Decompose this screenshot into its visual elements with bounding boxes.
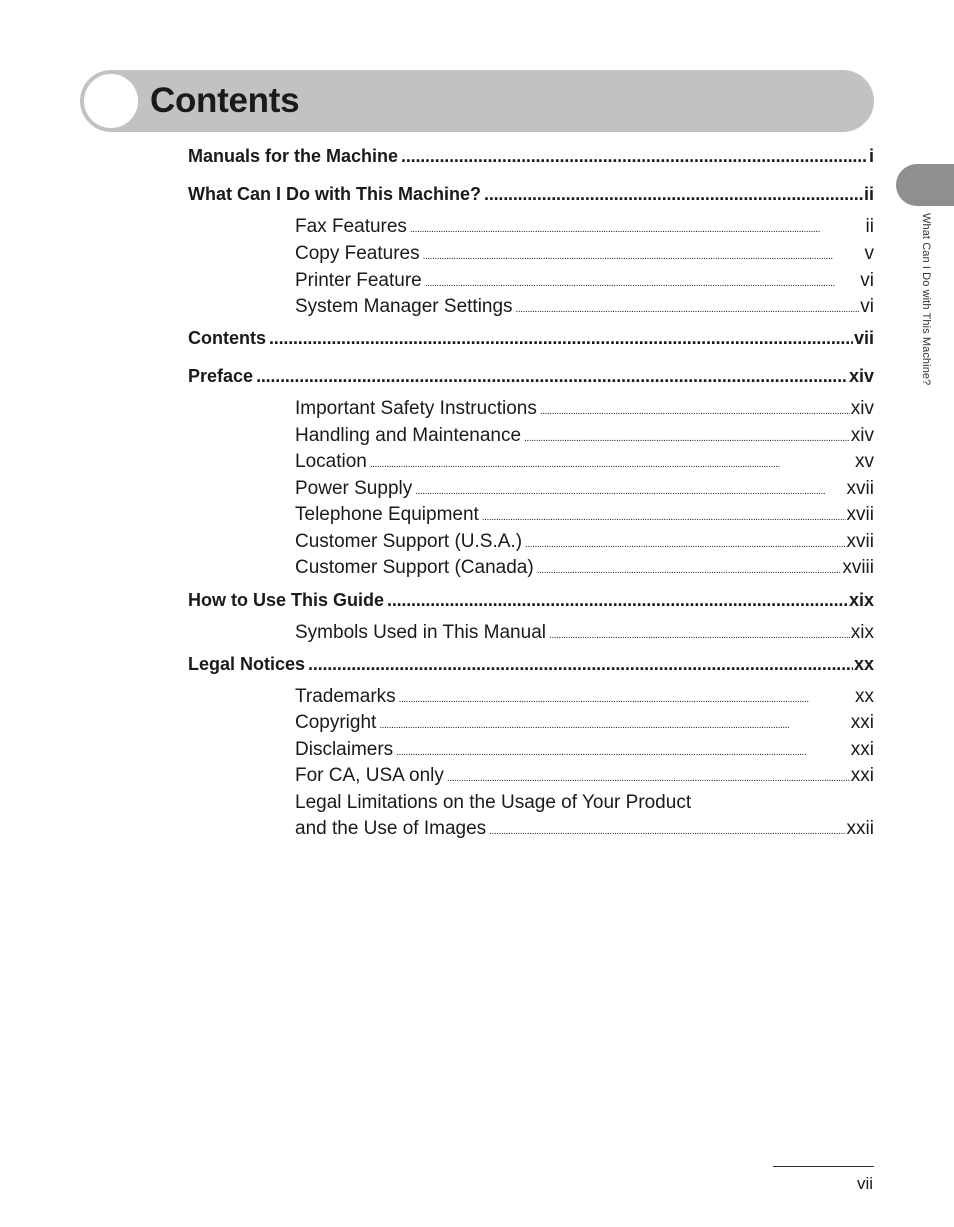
toc-entry-trademarks[interactable] xyxy=(295,686,874,712)
toc-entry-label: Important Safety Instructions xyxy=(295,398,537,419)
toc-entry-page: xvii xyxy=(846,478,874,499)
toc-entry-page: xx xyxy=(853,654,874,674)
toc-entry-label: What Can I Do with This Machine? xyxy=(188,184,482,204)
toc-entry-copy-features[interactable] xyxy=(295,243,874,269)
toc-entry-page: xxi xyxy=(850,765,874,786)
toc-entry-label: Symbols Used in This Manual xyxy=(295,622,546,643)
toc-entry-copyright[interactable] xyxy=(295,712,874,738)
toc-entry-label: Fax Features xyxy=(295,216,407,237)
toc-entry-label: Legal Notices xyxy=(188,654,306,674)
dot-leader xyxy=(549,630,850,641)
dot-leader xyxy=(484,184,863,205)
dot-leader xyxy=(423,251,864,262)
toc-entry-page: xiv xyxy=(848,366,874,386)
toc-entry-disclaimers[interactable] xyxy=(295,739,874,765)
dot-leader xyxy=(370,459,854,470)
dot-leader xyxy=(415,486,845,497)
toc-entry-label: Disclaimers xyxy=(295,739,394,760)
toc-entry-what-can-i-do[interactable] xyxy=(188,184,874,210)
toc-entry-page: xx xyxy=(855,686,874,707)
toc-entry-label: Customer Support (Canada) xyxy=(295,557,534,578)
footer-rule xyxy=(773,1166,874,1167)
dot-leader xyxy=(447,773,850,784)
dot-leader xyxy=(482,512,846,523)
toc-entry-label: For CA, USA only xyxy=(295,765,444,786)
toc-entry-page: xxi xyxy=(850,739,874,760)
toc-entry-telephone-equipment[interactable] xyxy=(295,504,874,530)
dot-leader xyxy=(401,146,868,167)
toc-entry-legal-notices[interactable] xyxy=(188,654,874,680)
toc-entry-label: How to Use This Guide xyxy=(188,590,385,610)
toc-entry-legal-limitations-line1[interactable]: Legal Limitations on the Usage of Your Product xyxy=(295,792,692,813)
dot-leader xyxy=(489,826,845,837)
toc-entry-customer-support-usa[interactable] xyxy=(295,531,874,557)
toc-entry-label: and the Use of Images xyxy=(295,818,487,839)
toc-entry-label: Copy Features xyxy=(295,243,420,264)
page-title: Contents xyxy=(150,81,300,120)
toc-entry-page: xvii xyxy=(846,504,874,525)
toc-entry-safety-instructions[interactable] xyxy=(295,398,874,424)
toc-entry-page: vii xyxy=(853,328,874,348)
dot-leader xyxy=(425,278,860,289)
dot-leader xyxy=(537,565,842,576)
toc-entry-label: Copyright xyxy=(295,712,377,733)
dot-leader xyxy=(410,224,865,235)
toc-entry-customer-support-canada[interactable] xyxy=(295,557,874,583)
toc-entry-label: Manuals for the Machine xyxy=(188,146,399,166)
toc-entry-preface[interactable] xyxy=(188,366,874,392)
dot-leader xyxy=(399,694,854,705)
toc-entry-label: Printer Feature xyxy=(295,270,422,291)
toc-entry-system-manager-settings[interactable] xyxy=(295,296,874,322)
toc-entry-location[interactable] xyxy=(295,451,874,477)
dot-leader xyxy=(516,304,860,315)
toc-entry-how-to-use[interactable] xyxy=(188,590,874,616)
toc-entry-label: Handling and Maintenance xyxy=(295,425,522,446)
toc-entry-page: xxii xyxy=(846,818,874,839)
toc-entry-ca-usa-only[interactable] xyxy=(295,765,874,791)
toc-entry-page: vi xyxy=(860,270,874,291)
toc-entry-contents[interactable] xyxy=(188,328,874,354)
toc-entry-page: xix xyxy=(848,590,874,610)
toc-entry-power-supply[interactable] xyxy=(295,478,874,504)
toc-entry-label: System Manager Settings xyxy=(295,296,513,317)
toc-entry-legal-limitations[interactable] xyxy=(295,818,874,844)
toc-entry-label: Location xyxy=(295,451,367,472)
toc-entry-page: xiv xyxy=(850,425,874,446)
toc-entry-page: i xyxy=(868,146,874,166)
toc-entry-label: Contents xyxy=(188,328,266,348)
toc-entry-printer-feature[interactable] xyxy=(295,270,874,296)
dot-leader xyxy=(387,590,848,611)
dot-leader xyxy=(524,433,850,444)
dot-leader xyxy=(379,720,849,731)
dot-leader xyxy=(269,328,853,349)
toc-entry-page: xv xyxy=(855,451,874,472)
toc-entry-page: xix xyxy=(850,622,874,643)
toc-entry-label: Power Supply xyxy=(295,478,413,499)
toc-entry-page: ii xyxy=(865,216,874,237)
toc-entry-symbols[interactable] xyxy=(295,622,874,648)
toc-entry-handling-maintenance[interactable] xyxy=(295,425,874,451)
toc-entry-page: v xyxy=(864,243,874,264)
dot-leader xyxy=(308,654,853,675)
toc-entry-page: ii xyxy=(863,184,874,204)
toc-entry-page: xxi xyxy=(850,712,874,733)
toc-entry-page: xvii xyxy=(846,531,874,552)
dot-leader xyxy=(396,747,850,758)
toc-entry-page: xiv xyxy=(850,398,874,419)
dot-leader xyxy=(256,366,848,387)
dot-leader xyxy=(525,539,846,550)
chapter-side-label: What Can I Do with This Machine? xyxy=(920,213,932,386)
toc-entry-fax-features[interactable] xyxy=(295,216,874,242)
toc-entry-page: xviii xyxy=(842,557,874,578)
dot-leader xyxy=(540,406,850,417)
toc-entry-label: Telephone Equipment xyxy=(295,504,479,525)
toc-entry-label: Trademarks xyxy=(295,686,396,707)
toc-entry-label: Customer Support (U.S.A.) xyxy=(295,531,523,552)
footer-page-number: vii xyxy=(856,1174,873,1193)
toc-entry-page: vi xyxy=(860,296,874,317)
toc-entry-manuals[interactable] xyxy=(188,146,874,172)
toc-entry-label: Preface xyxy=(188,366,254,386)
